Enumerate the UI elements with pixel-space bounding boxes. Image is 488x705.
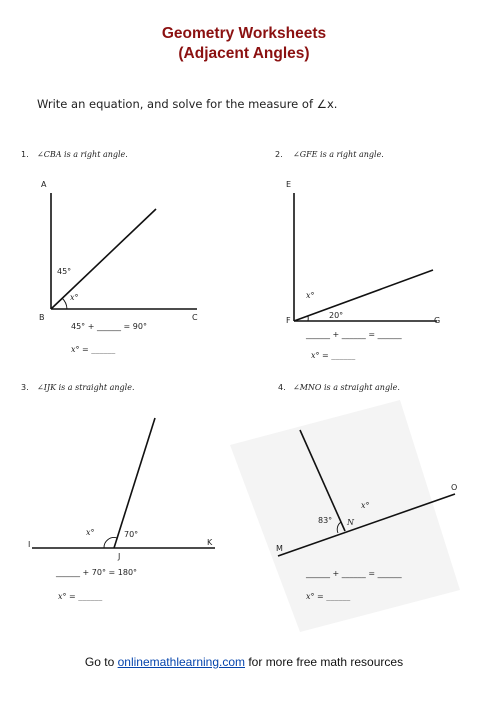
point-g-label: G	[434, 316, 441, 325]
angle-20-label: 20°	[329, 311, 344, 320]
problem-3-answer: x° = ______	[58, 592, 103, 601]
point-b-label: B	[39, 313, 45, 322]
angle-arc-1	[62, 298, 67, 309]
angle-x-label-2: x°	[306, 291, 315, 300]
problem-3-number: 3.	[21, 383, 29, 392]
angle-x-label-4: x°	[361, 501, 370, 510]
instruction-text: Write an equation, and solve for the measure of ∠x.	[37, 97, 338, 111]
problem-2-number: 2.	[275, 150, 283, 159]
footer-link[interactable]: onlinemathlearning.com	[117, 655, 246, 669]
problem-4-answer: x° = ______	[306, 592, 351, 601]
problem-1-equation: 45° + ______ = 90°	[71, 322, 147, 331]
problem-3-figure	[32, 418, 215, 548]
footer	[0, 655, 488, 669]
point-m-label: M	[276, 544, 283, 553]
angle-x-label-1: x°	[70, 293, 79, 302]
problem-3-statement: ∠IJK is a straight angle.	[37, 383, 135, 392]
problem-2-statement: ∠GFE is a right angle.	[293, 150, 384, 159]
footer-suffix: for more free math resources	[245, 655, 404, 669]
point-f-label: F	[286, 316, 291, 325]
worksheet-subtitle: (Adjacent Angles)	[178, 45, 310, 62]
ray-bisector-1	[51, 209, 156, 309]
problem-4-statement: ∠MNO is a straight angle.	[293, 383, 400, 392]
problem-2-answer: x° = ______	[311, 351, 356, 360]
worksheet-title: Geometry Worksheets	[161, 25, 327, 42]
angle-45-label: 45°	[57, 267, 72, 276]
problem-2-figure	[294, 193, 437, 321]
problem-2-equation: ______ + ______ = ______	[306, 330, 402, 339]
ray-middle-2	[294, 270, 433, 321]
problem-1-figure	[51, 193, 197, 309]
point-k-label: K	[207, 538, 213, 547]
problem-1-statement: ∠CBA is a right angle.	[37, 150, 128, 159]
footer-prefix: Go to	[84, 655, 118, 669]
problem-3-equation: ______ + 70° = 180°	[56, 568, 138, 577]
ray-middle-3	[114, 418, 155, 548]
problem-4-equation: ______ + ______ = ______	[306, 569, 402, 578]
angle-70-label: 70°	[124, 530, 139, 539]
point-o-label: O	[451, 483, 458, 492]
problem-4-number: 4.	[278, 383, 286, 392]
point-c-label: C	[192, 313, 198, 322]
angle-83-label: 83°	[318, 516, 333, 525]
point-i-label: I	[28, 540, 31, 549]
point-a-label: A	[41, 180, 47, 189]
point-e-label: E	[286, 180, 292, 189]
point-j-label: J	[118, 552, 121, 561]
point-n-label: N	[347, 518, 354, 527]
problem-1-number: 1.	[21, 150, 29, 159]
problem-1-answer: x° = ______	[71, 345, 116, 354]
angle-x-label-3: x°	[86, 528, 95, 537]
